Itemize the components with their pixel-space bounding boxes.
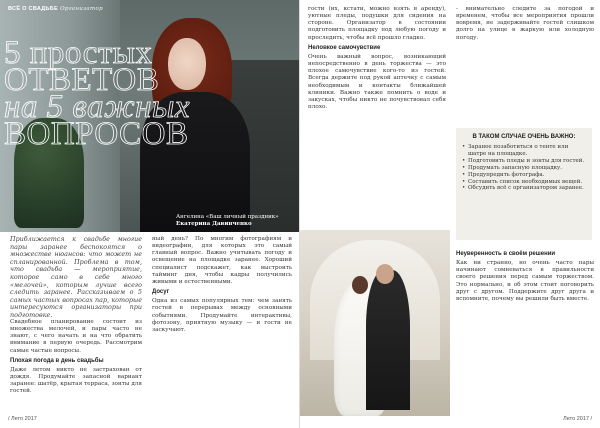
page-footer-left: / Лето 2017 [8, 416, 37, 422]
section-tag [8, 6, 103, 12]
right-column-1 [308, 6, 446, 113]
tip-item: • Заранее позаботиться о тенте или шатре на площадке. [462, 144, 588, 158]
title-line-3: на 5 важных [4, 89, 191, 125]
paragraph: Очень важный вопрос, возникающий непосредственно в день торжества — это плохое самочувствие кого-то из гостей. Всегда держите под рукой аптечку с самым необходимым и контакты ближайшей клиники. Важно также помнить о воде и закусках, чтобы никто не почувствовал себя плохо. [308, 53, 446, 111]
subheading: Плохая погода в день свадьбы [10, 357, 104, 364]
tip-item: • Продумать запасную площадку. [462, 165, 588, 172]
paragraph: Свадебное планирование состоит из множества мелочей, и пары часто не знают, с чего начать и на что обратить внимание в первую очередь. Рассмотрим самые частые вопросы. [10, 319, 142, 354]
tip-item: • Подготовить пледы и зонты для гостей. [462, 158, 588, 165]
right-page [300, 0, 600, 428]
right-column-2 [456, 6, 594, 44]
title-line-4: ВОПРОСОВ [4, 116, 189, 152]
credit-name: Екатерина Давинченко [176, 221, 252, 227]
section-label: ВСЁ О СВАДЬБЕ [8, 6, 58, 12]
title-line-1: 5 простых [4, 35, 153, 71]
tip-item: • Предупредить фотографа. [462, 172, 588, 179]
article-title [4, 35, 191, 152]
paragraph: гости (их, кстати, можно взять в аренду), уютные пледы, подушки для сидения на стороне. Организатор в состоянии подготовить площадку под любую погоду и проследить, чтобы всё прошло гладко. [308, 6, 446, 41]
tips-box [456, 128, 592, 240]
article-lead: Приближается к свадьбе многие пары заранее беспокоятся о множестве нюансов: что может не спланированной. Проблема в том, что свадьба — мероприятие, которое само в себе много «мелочей», которым лучше всего следить заранее. Рассказываем о 5 самых частых вопросах пар, которые интересуются организаторы при подготовке. [10, 235, 142, 319]
subheading: Неуверенность в своём решении [456, 251, 556, 257]
paragraph: Даже летом никто не застрахован от дождя. Продумайте запасной вариант заранее: шатёр, крытая терраса, зонты для гостей. [10, 366, 142, 395]
subheading: Неловкое самочувствие [308, 44, 381, 51]
tip-item: • Составить список необходимых вещей. [462, 179, 588, 186]
paragraph: Одна из самых популярных тем: чем занять гостей в перерывах между основными событиями. Продумайте интерактивы, фотозону, приятную музыку — и гости не заскучают. [152, 298, 292, 333]
credit-line: Ангелина «Ваш личный праздник» [176, 214, 279, 220]
subheading: Досуг [152, 289, 170, 296]
title-line-2: ОТВЕТОВ [4, 62, 160, 98]
page-footer-right: Лето 2017 / [563, 416, 592, 422]
photo-credit [176, 214, 279, 228]
paragraph: Как ни странно, но очень часто пары начинают сомневаться в правильности своего решения перед самым торжеством. Это нормально, и об этом стоит поговорить друг с другом. Поддержите друг друга и вспомните, почему вы решили быть вместе. [456, 260, 594, 302]
section-sublabel: Организатор [60, 6, 103, 12]
wedding-photo [300, 230, 450, 416]
paragraph: - внимательно следите за погодой и временем, чтобы все мероприятия прошли вовремя, не задерживайте гостей слишком долго на улице в жаркую или холодную погоду. [456, 6, 594, 41]
tips-heading: В ТАКОМ СЛУЧАЕ ОЧЕНЬ ВАЖНО: [472, 134, 576, 140]
tips-list [462, 144, 588, 192]
right-column-2-bottom [456, 248, 594, 305]
paragraph: ный день? По многим фотографиям и видеографии, для которых это самый главный вопрос. Важно учитывать погоду и освещение на площадке заранее. Хороший специалист подскажет, как выстроить тайминг дня, чтобы кадры получились живыми и естественными. [152, 236, 292, 285]
left-column-2 [152, 236, 292, 336]
tip-item: • Обсудить всё с организатором заранее. [462, 185, 588, 192]
left-column-1 [10, 319, 142, 398]
